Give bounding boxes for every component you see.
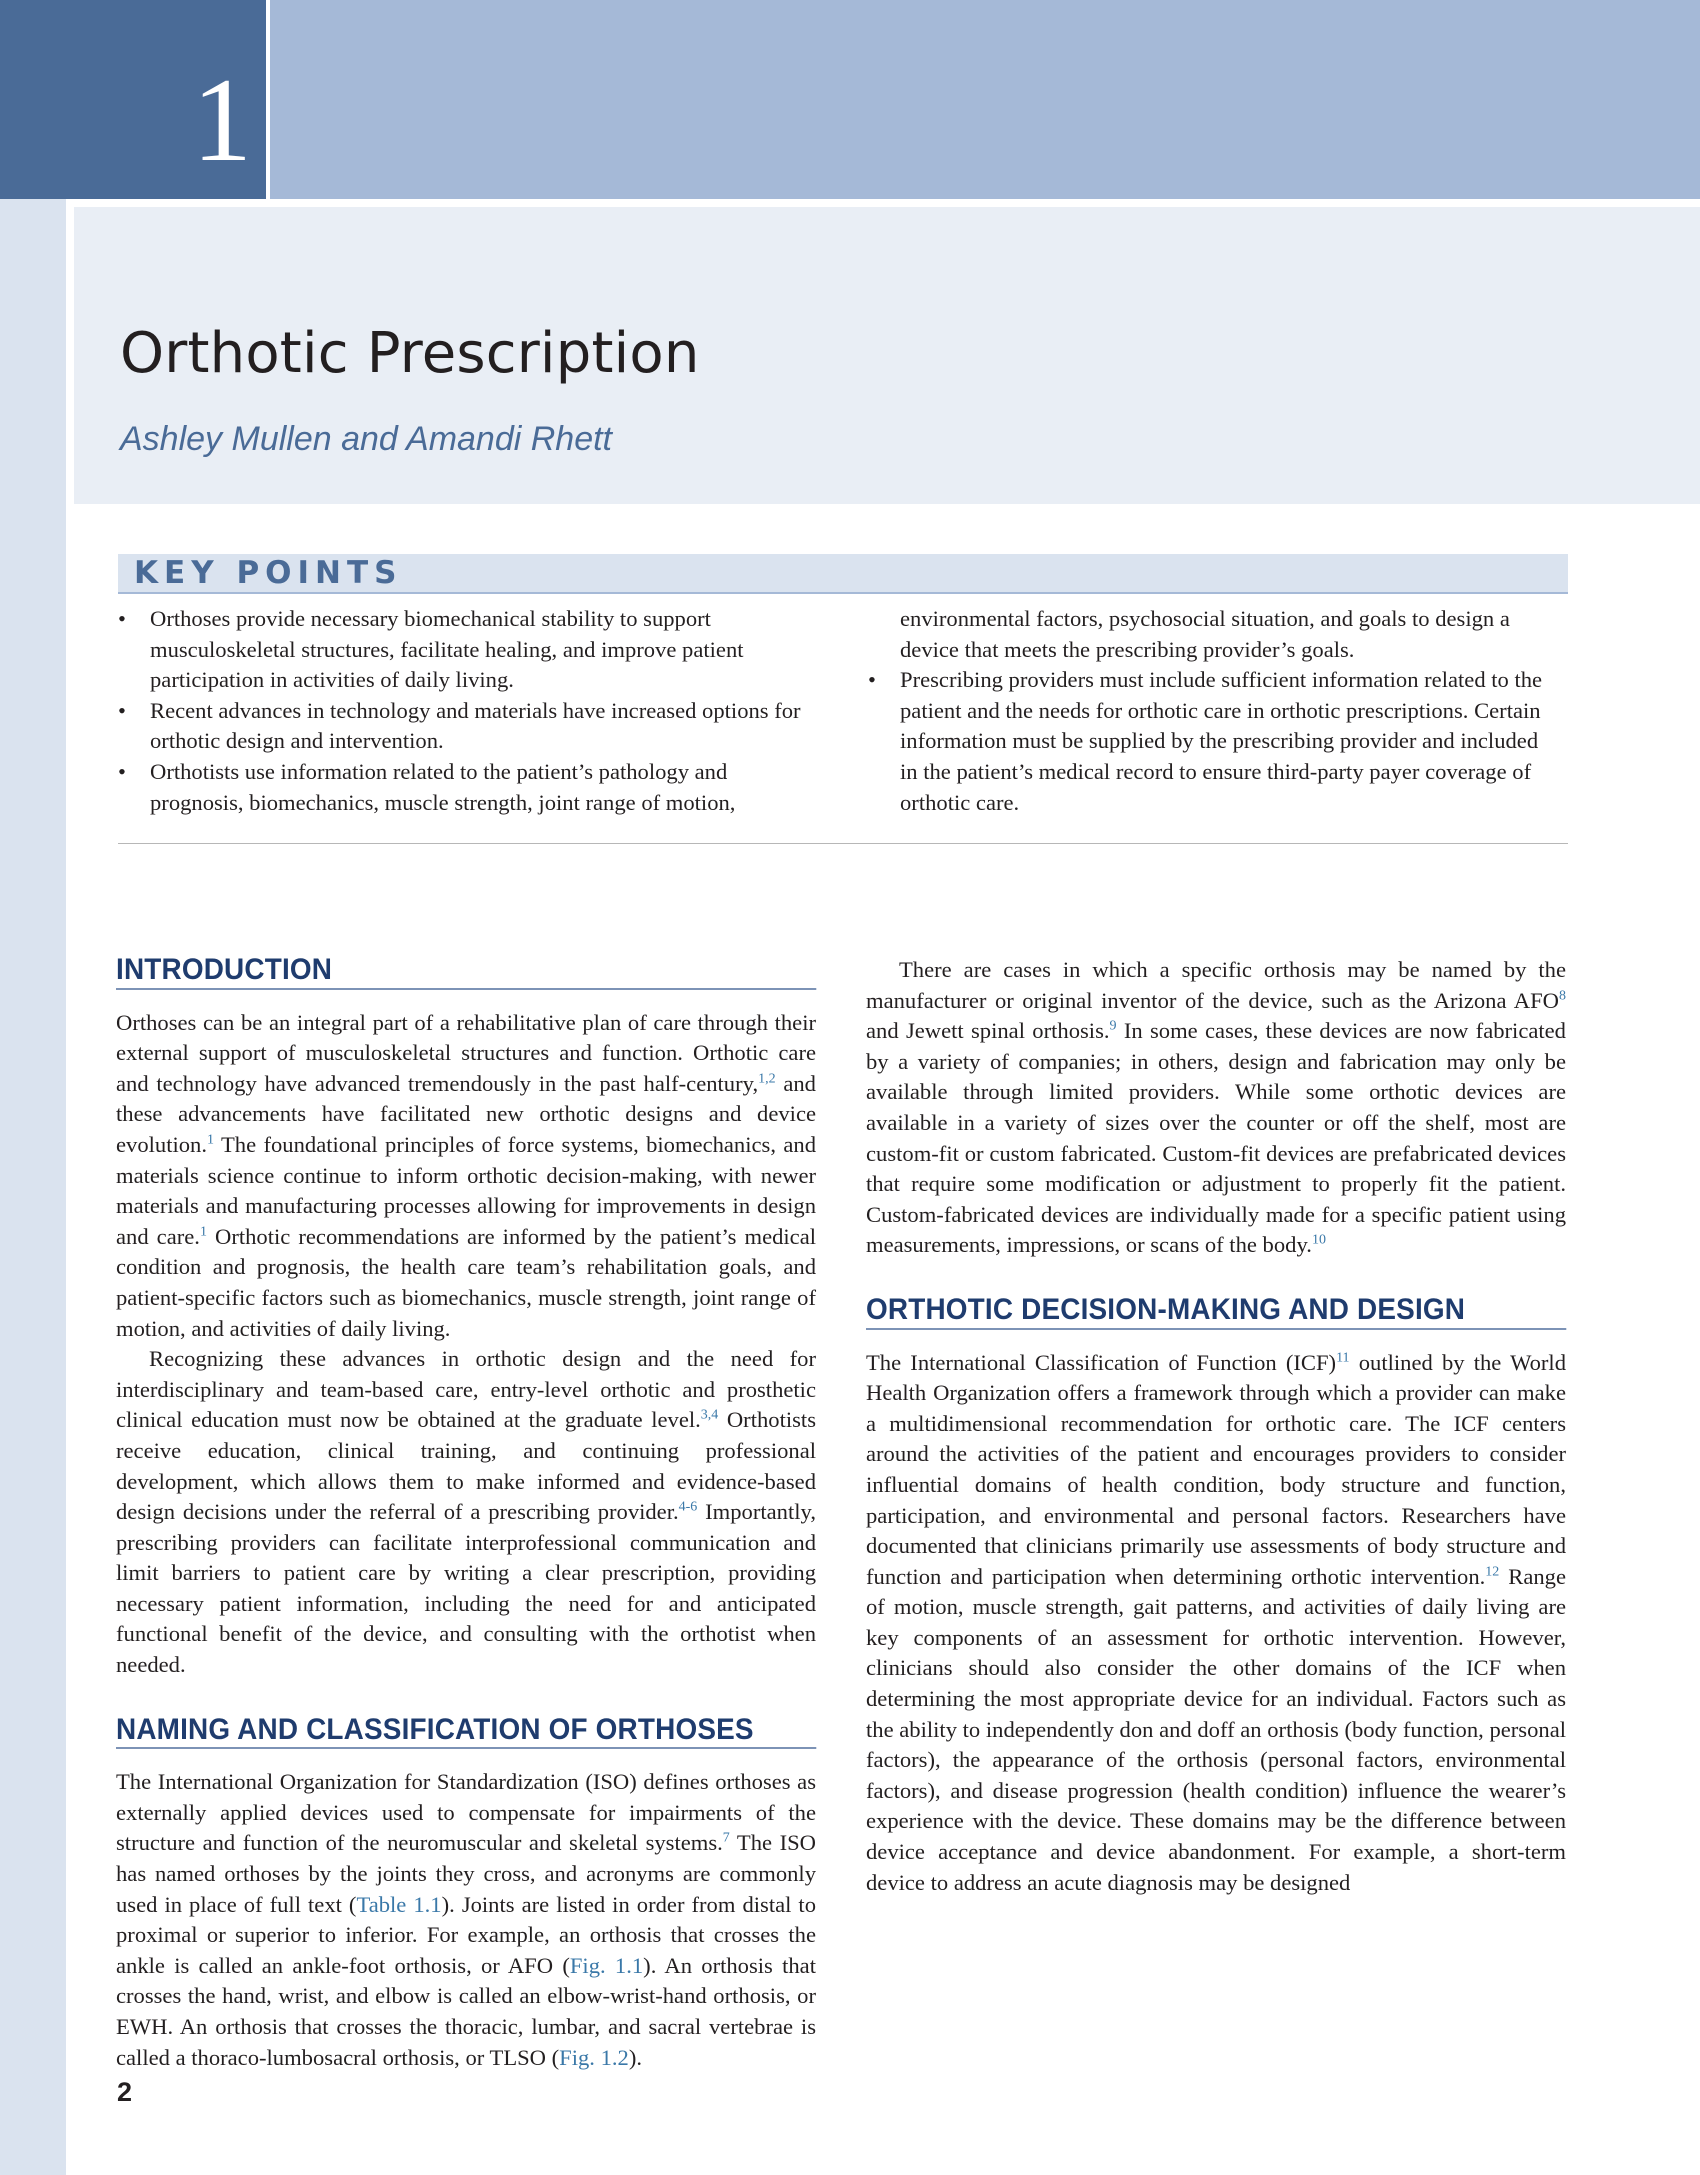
paragraph: The International Classification of Function (ICF)$^{11}$ outlined by the World Health Organization offers a framework through which a provider can make a multidimensional recommendation for orthotic care. The ICF centers around the activities of the patient and encourages providers to consider influential domains of health condition, body structure and function, participation, and environmental and personal factors. Researchers have documented that clinicians primarily use assessments of body structure and function and participation when determining orthotic intervention.$^{12}$ Range of motion, muscle strength, gait patterns, and activities of daily living are key components of an assessment for orthotic intervention. However, clinicians should also consider the other domains of the ICF when determining the most appropriate device for an individual. Factors such as the ability to independently don and doff an orthosis (body function, personal factors), the appearance of the orthosis (personal factors, environmental factors), and disease progression (health condition) influence the wearer’s experience with the device. These domains may be the difference between device acceptance and device abandonment. For example, a short-term device to address an acute diagnosis may be designed bbox=[866, 1349, 1567, 1895]
section-heading-naming: NAMING AND CLASSIFICATION OF ORTHOSES bbox=[116, 1715, 816, 1750]
citation[interactable]: 9 bbox=[1109, 1018, 1117, 1034]
key-point-item: • Orthoses provide necessary biomechanical stability to support musculoskeletal structures, facilitate healing, and improve patient participation in activities of daily living. bbox=[118, 606, 744, 693]
bullet-icon: • bbox=[118, 606, 126, 631]
section-heading-decision-making: ORTHOTIC DECISION-MAKING AND DESIGN bbox=[866, 1295, 1566, 1330]
title-panel bbox=[74, 207, 1700, 504]
key-point-continuation: environmental factors, psychosocial situation, and goals to design a device that meets the prescribing provider’s goals. bbox=[900, 606, 1510, 662]
paragraph: Recognizing these advances in orthotic design and the need for interdisciplinary and team-based care, entry-level orthotic and prosthetic clinical education must now be obtained at the graduate level.$^{3,4}$ Orthotists receive education, clinical training, and continuing professional development, which allows them to make informed and evidence-based design decisions under the referral of a prescribing provider.$^{4-6}$ Importantly, prescribing providers can facilitate interprofessional communication and limit barriers to patient care by writing a clear prescription, providing necessary patient information, including the need for and anticipated functional benefit of the device, and consulting with the orthotist when needed. bbox=[116, 1346, 816, 1678]
section-heading-introduction: INTRODUCTION bbox=[116, 955, 816, 990]
left-margin-strip bbox=[0, 199, 66, 2175]
key-point-item: • Recent advances in technology and materials have increased options for orthotic design and intervention. bbox=[118, 697, 801, 754]
bullet-icon: • bbox=[118, 697, 126, 723]
body-column-left bbox=[116, 955, 816, 2073]
citation[interactable]: 4-6 bbox=[678, 1499, 698, 1515]
chapter-number: 1 bbox=[192, 53, 252, 186]
bullet-icon: • bbox=[868, 667, 876, 693]
key-point-item: • Orthotists use information related to the patient’s pathology and prognosis, biomechanics, muscle strength, joint range of motion, bbox=[118, 758, 736, 815]
citation[interactable]: 8 bbox=[1559, 988, 1566, 1004]
key-points-left-column bbox=[118, 604, 808, 818]
citation[interactable]: 12 bbox=[1485, 1564, 1500, 1580]
chapter-number-block bbox=[0, 0, 266, 199]
citation[interactable]: 10 bbox=[1311, 1232, 1326, 1248]
citation[interactable]: 1 bbox=[199, 1224, 207, 1240]
key-points-header bbox=[118, 554, 1568, 594]
citation[interactable]: 1,2 bbox=[758, 1071, 776, 1087]
citation[interactable]: 1 bbox=[207, 1132, 214, 1148]
bullet-icon: • bbox=[118, 758, 126, 784]
figure-link[interactable]: Fig. 1.2 bbox=[559, 2044, 629, 2070]
header-band bbox=[270, 0, 1700, 199]
chapter-title: Orthotic Prescription bbox=[120, 321, 700, 386]
key-points-right-column bbox=[868, 604, 1558, 818]
table-link[interactable]: Table 1.1 bbox=[356, 1891, 442, 1917]
body-column-right bbox=[866, 955, 1566, 1898]
chapter-authors: Ashley Mullen and Amandi Rhett bbox=[120, 420, 613, 458]
key-points-divider bbox=[118, 843, 1568, 844]
citation[interactable]: 11 bbox=[1336, 1350, 1350, 1365]
paragraph: The International Organization for Standardization (ISO) defines orthoses as externally applied devices used to compensate for impairments of the structure and function of the neuromuscular and skeletal systems.$^7$ The ISO has named orthoses by the joints they cross, and acronyms are commonly used in place of full text (Table 1.1). Joints are listed in order from distal to proximal or superior to inferior. For example, an orthosis that crosses the ankle is called an ankle-foot orthosis, or AFO (Fig. 1.1). An orthosis that crosses the hand, wrist, and elbow is called an elbow-wrist-hand orthosis, or EWH. An orthosis that crosses the thoracic, lumbar, and sacral vertebrae is called a thoraco-lumbosacral orthosis, or TLSO (Fig. 1.2). bbox=[116, 1769, 817, 2070]
paragraph: Orthoses can be an integral part of a rehabilitative plan of care through their external support of musculoskeletal structures and function. Orthotic care and technology have advanced tremendously in the past half-century,$^{1,2}$ and these advancements have facilitated new orthotic designs and device evolution.$^1$ The foundational principles of force systems, biomechanics, and materials science continue to inform orthotic decision-making, with newer materials and manufacturing processes allowing for improvements in design and care.$^1$ Orthotic recommendations are informed by the patient’s medical condition and prognosis, the health care team’s rehabilitation goals, and patient-specific factors such as biomechanics, muscle strength, joint range of motion, and activities of daily living. bbox=[116, 1009, 816, 1341]
citation[interactable]: 3,4 bbox=[700, 1407, 719, 1423]
figure-link[interactable]: Fig. 1.1 bbox=[569, 1952, 644, 1978]
key-points-title: KEY POINTS bbox=[134, 555, 403, 591]
key-point-item: • Prescribing providers must include sufficient information related to the patient and the needs for orthotic care in orthotic prescriptions. Certain information must be supplied by the prescribing provider and included in the patient’s medical record to ensure third-party payer coverage of orthotic care. bbox=[868, 667, 1543, 815]
page-number: 2 bbox=[117, 2077, 133, 2107]
citation[interactable]: 7 bbox=[722, 1830, 730, 1846]
paragraph: There are cases in which a specific orthosis may be named by the manufacturer or original inventor of the device, such as the Arizona AFO$^8$ and Jewett spinal orthosis.$^9$ In some cases, these devices are now fabricated by a variety of companies; in others, design and fabrication may only be available through limited providers. While some orthotic devices are available in a variety of sizes over the counter or off the shelf, most are custom-fit or custom fabricated. Custom-fit devices are prefabricated devices that require some modification or adjustment to properly fit the patient. Custom-fabricated devices are individually made for a specific patient using measurements, impressions, or scans of the body.$^{10}$ bbox=[866, 957, 1566, 1258]
